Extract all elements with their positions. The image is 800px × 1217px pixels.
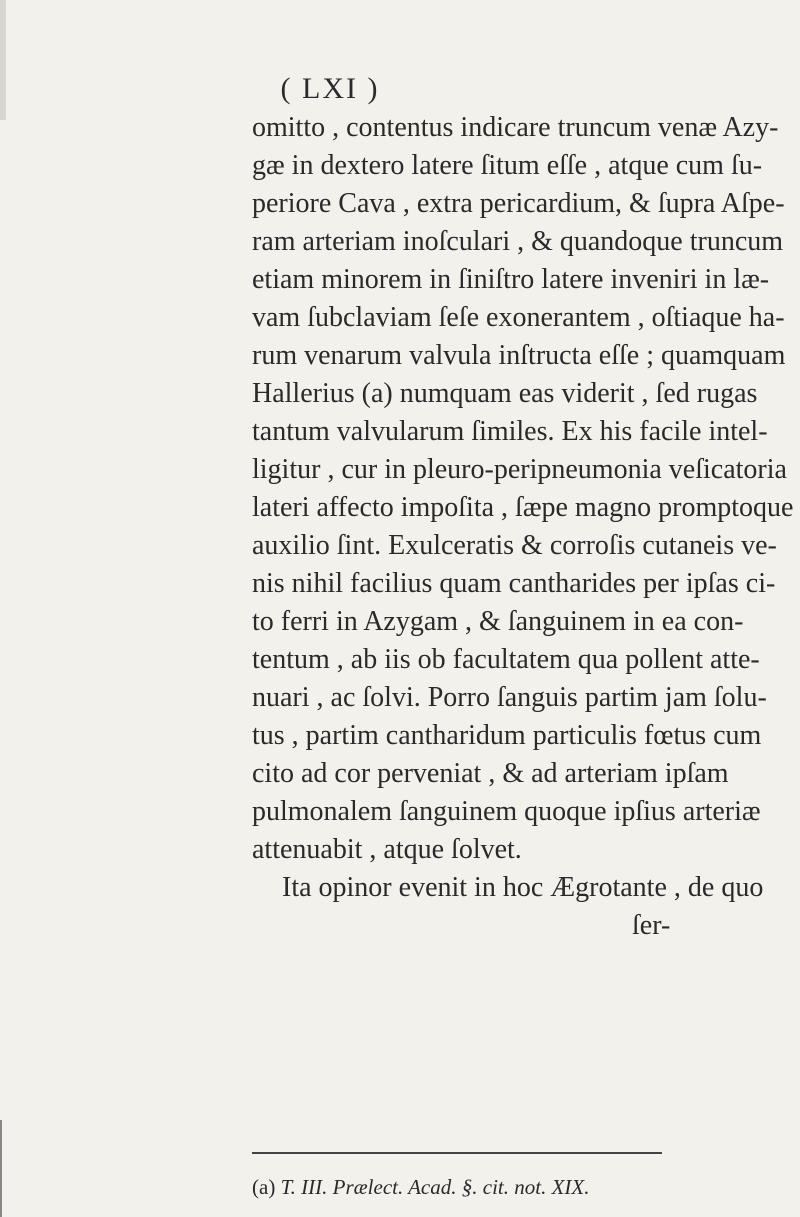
text-line: tentum , ab iis ob facultatem qua pollent atte- bbox=[252, 644, 760, 675]
text-line: etiam minorem in ſiniſtro latere inveniri in læ- bbox=[252, 264, 770, 295]
text-line: cito ad cor perveniat , & ad arteriam ipſam bbox=[252, 758, 729, 789]
text-line: Hallerius (a) numquam eas viderit , ſed rugas bbox=[252, 378, 758, 409]
text-line: nuari , ac ſolvi. Porro ſanguis partim jam ſolu- bbox=[252, 682, 767, 713]
text-line: periore Cava , extra pericardium, & ſupra Aſpe- bbox=[252, 188, 785, 219]
page-header: ( LXI ) bbox=[280, 72, 380, 105]
text-line: ram arteriam inoſculari , & quandoque truncum bbox=[252, 226, 784, 257]
text-line: omitto , contentus indicare truncum venæ Azy- bbox=[252, 112, 779, 143]
text-line: to ferri in Azygam , & ſanguinem in ea con- bbox=[252, 606, 744, 637]
text-line: nis nihil facilius quam cantharides per ipſas ci- bbox=[252, 568, 776, 599]
text-line: gæ in dextero latere ſitum eſſe , atque cum ſu- bbox=[252, 150, 763, 181]
text-line: rum venarum valvula inſtructa eſſe ; quamquam bbox=[252, 340, 786, 371]
footnote bbox=[252, 1175, 672, 1200]
text-line: pulmonalem ſanguinem quoque ipſius arteriæ bbox=[252, 796, 761, 827]
text-line: vam ſubclaviam ſeſe exonerantem , oſtiaque ha- bbox=[252, 302, 785, 333]
page-edge-left-bottom bbox=[0, 1120, 2, 1217]
text-line: tantum valvularum ſimiles. Ex his facile intel- bbox=[252, 416, 768, 447]
catchword: ſer- bbox=[632, 910, 671, 941]
text-line: lateri affecto impoſita , ſæpe magno promptoque bbox=[252, 492, 794, 523]
text-line: ligitur , cur in pleuro-peripneumonia veſicatoria bbox=[252, 454, 787, 485]
footnote-marker: (a) bbox=[252, 1175, 276, 1199]
footnote-text: T. III. Prælect. Acad. §. cit. not. XIX. bbox=[280, 1175, 590, 1199]
text-line: attenuabit , atque ſolvet. bbox=[252, 834, 522, 865]
text-line: tus , partim cantharidum particulis fœtus cum bbox=[252, 720, 762, 751]
footnote-rule bbox=[252, 1152, 662, 1154]
text-line: auxilio ſint. Exulceratis & corroſis cutaneis ve- bbox=[252, 530, 777, 561]
text-line: Ita opinor evenit in hoc Ægrotante , de quo bbox=[282, 872, 764, 903]
